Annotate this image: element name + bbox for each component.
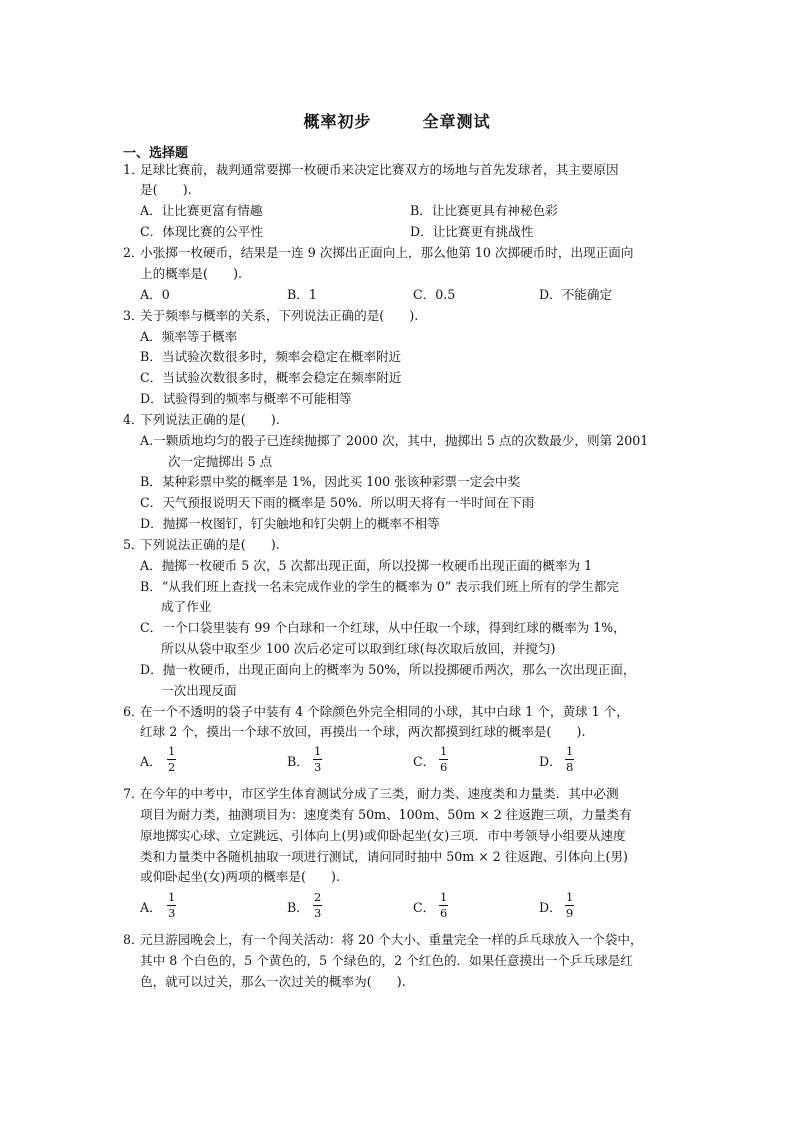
question-2-option-c: C．0.5 bbox=[413, 287, 456, 302]
question-5-option-c-line-1: C．一个口袋里装有 99 个白球和一个红球，从中任取一个球，得到红球的概率为 1%， bbox=[140, 620, 626, 635]
question-6-option-c-label: C． bbox=[413, 754, 436, 769]
question-7-text-line-3: 原地掷实心球、立定跳远、引体向上(男)或仰卧起坐(女)三项．市中考领导小组要从速度 bbox=[140, 828, 626, 843]
question-8-number: 8． bbox=[123, 932, 144, 947]
question-7-text-line-5: 或仰卧起坐(女)两项的概率是( ). bbox=[140, 869, 340, 884]
question-7-text-line-1: 在今年的中考中，市区学生体育测试分成了三类，耐力类、速度类和力量类．其中必测 bbox=[140, 786, 619, 801]
question-3-option-c: C．当试验次数很多时，概率会稳定在频率附近 bbox=[140, 370, 402, 385]
question-7-text-line-4: 类和力量类中各随机抽取一项进行测试，请问同时抽中 50m × 2 往返跑、引体向上(男) bbox=[140, 849, 628, 864]
fraction-numerator: 1 bbox=[440, 744, 448, 758]
question-7-option-a-fraction bbox=[166, 891, 177, 920]
question-6-option-b-label: B． bbox=[287, 754, 309, 769]
fraction-denominator: 2 bbox=[168, 760, 176, 774]
question-5-text-line-1: 下列说法正确的是( ). bbox=[140, 537, 280, 552]
fraction-denominator: 3 bbox=[314, 906, 322, 920]
question-4-number: 4． bbox=[123, 412, 144, 427]
fraction-denominator: 6 bbox=[440, 760, 448, 774]
fraction-denominator: 8 bbox=[566, 760, 574, 774]
fraction-numerator: 2 bbox=[314, 890, 322, 904]
question-6-option-b-fraction bbox=[312, 745, 323, 774]
question-1-option-b: B．让比赛更具有神秘色彩 bbox=[410, 203, 558, 218]
fraction-numerator: 1 bbox=[168, 890, 176, 904]
question-7-option-b-fraction bbox=[312, 891, 323, 920]
question-3-option-a: A．频率等于概率 bbox=[140, 329, 238, 344]
question-4-option-d: D．抛掷一枚图钉，钉尖触地和钉尖朝上的概率不相等 bbox=[140, 516, 440, 531]
question-5-option-a: A．抛掷一枚硬币 5 次，5 次都出现正面，所以投掷一枚硬币出现正面的概率为 1 bbox=[140, 558, 593, 573]
question-3-option-d: D．试验得到的频率与概率不可能相等 bbox=[140, 391, 352, 406]
fraction-denominator: 9 bbox=[566, 906, 574, 920]
question-7-option-c-fraction bbox=[438, 891, 449, 920]
question-1-number: 1． bbox=[123, 162, 144, 177]
fraction-denominator: 6 bbox=[440, 906, 448, 920]
question-3-text-line-1: 关于频率与概率的关系，下列说法正确的是( ). bbox=[140, 308, 419, 323]
question-2-option-b: B．1 bbox=[287, 287, 317, 302]
question-1-option-d: D．让比赛更有挑战性 bbox=[410, 224, 534, 239]
question-4-option-b: B．某种彩票中奖的概率是 1%，因此买 100 张该种彩票一定会中奖 bbox=[140, 474, 521, 489]
question-2-text-line-1: 小张掷一枚硬币，结果是一连 9 次掷出正面向上，那么他第 10 次掷硬币时，出现正面向 bbox=[140, 245, 634, 260]
question-7-option-b-label: B． bbox=[287, 900, 309, 915]
question-5-option-d-line-1: D．抛一枚硬币，出现正面向上的概率为 50%，所以投掷硬币两次，那么一次出现正面， bbox=[140, 662, 636, 677]
question-5-option-b-line-2: 成了作业 bbox=[161, 599, 212, 614]
question-4-option-a-line-2: 次一定抛掷出 5 点 bbox=[168, 454, 273, 469]
question-1-option-a: A．让比赛更富有情趣 bbox=[140, 203, 263, 218]
question-7-number: 7． bbox=[123, 786, 144, 801]
fraction-numerator: 1 bbox=[566, 744, 574, 758]
question-8-text-line-1: 元旦游园晚会上，有一个闯关活动：将 20 个大小、重量完全一样的乒乓球放入一个袋中， bbox=[140, 932, 643, 947]
question-1-text-line-1: 足球比赛前，裁判通常要掷一枚硬币来决定比赛双方的场地与首先发球者，其主要原因 bbox=[140, 162, 619, 177]
section-heading: 一、选择题 bbox=[123, 146, 189, 161]
question-7-option-c-label: C． bbox=[413, 900, 436, 915]
question-4-option-a-line-1: A.一颗质地均匀的骰子已连续抛掷了 2000 次，其中，抛掷出 5 点的次数最少，则第 2001 bbox=[140, 433, 649, 448]
question-5-number: 5． bbox=[123, 537, 144, 552]
fraction-numerator: 1 bbox=[314, 744, 322, 758]
question-5-option-c-line-2: 所以从袋中取至少 100 次后必定可以取到红球(每次取后放回，并搅匀) bbox=[161, 641, 556, 656]
question-6-option-a-label: A． bbox=[140, 754, 162, 769]
page-title: 概率初步 全章测试 bbox=[303, 112, 491, 131]
fraction-numerator: 1 bbox=[440, 890, 448, 904]
question-7-option-a-label: A． bbox=[140, 900, 162, 915]
question-1-text-line-2: 是( ). bbox=[140, 182, 192, 197]
question-3-option-b: B．当试验次数很多时，频率会稳定在概率附近 bbox=[140, 349, 402, 364]
question-5-option-b-line-1: B．“从我们班上查找一名未完成作业的学生的概率为 0” 表示我们班上所有的学生都完 bbox=[140, 579, 619, 594]
fraction-numerator: 1 bbox=[168, 744, 176, 758]
question-3-number: 3． bbox=[123, 308, 144, 323]
question-6-number: 6． bbox=[123, 704, 144, 719]
question-6-option-a-fraction bbox=[166, 745, 177, 774]
question-2-option-a: A．0 bbox=[140, 287, 170, 302]
fraction-denominator: 3 bbox=[314, 760, 322, 774]
question-1-option-c: C．体现比赛的公平性 bbox=[140, 224, 263, 239]
question-4-option-c: C．天气预报说明天下雨的概率是 50%．所以明天将有一半时间在下雨 bbox=[140, 495, 535, 510]
question-8-text-line-2: 其中 8 个白色的，5 个黄色的，5 个绿色的，2 个红色的．如果任意摸出一个乒乓球是红 bbox=[140, 953, 633, 968]
question-5-option-d-line-2: 一次出现反面 bbox=[161, 683, 237, 698]
question-7-option-d-label: D． bbox=[539, 900, 562, 915]
question-4-text-line-1: 下列说法正确的是( ). bbox=[140, 412, 280, 427]
question-7-option-d-fraction bbox=[564, 891, 575, 920]
question-7-text-line-2: 项目为耐力类，抽测项目为：速度类有 50m、100m、50m × 2 往返跑三项，力量类有 bbox=[140, 807, 632, 822]
fraction-denominator: 3 bbox=[168, 906, 176, 920]
question-6-text-line-1: 在一个不透明的袋子中装有 4 个除颜色外完全相同的小球，其中白球 1 个，黄球 1 个， bbox=[140, 704, 629, 719]
question-2-number: 2． bbox=[123, 245, 144, 260]
question-2-option-d: D．不能确定 bbox=[539, 287, 613, 302]
question-6-option-d-label: D． bbox=[539, 754, 562, 769]
question-8-text-line-3: 色，就可以过关，那么一次过关的概率为( ). bbox=[140, 974, 406, 989]
question-6-option-d-fraction bbox=[564, 745, 575, 774]
question-6-option-c-fraction bbox=[438, 745, 449, 774]
question-6-text-line-2: 红球 2 个，摸出一个球不放回，再摸出一个球，两次都摸到红球的概率是( ). bbox=[140, 724, 586, 739]
question-2-text-line-2: 上的概率是( ). bbox=[140, 266, 242, 281]
fraction-numerator: 1 bbox=[566, 890, 574, 904]
